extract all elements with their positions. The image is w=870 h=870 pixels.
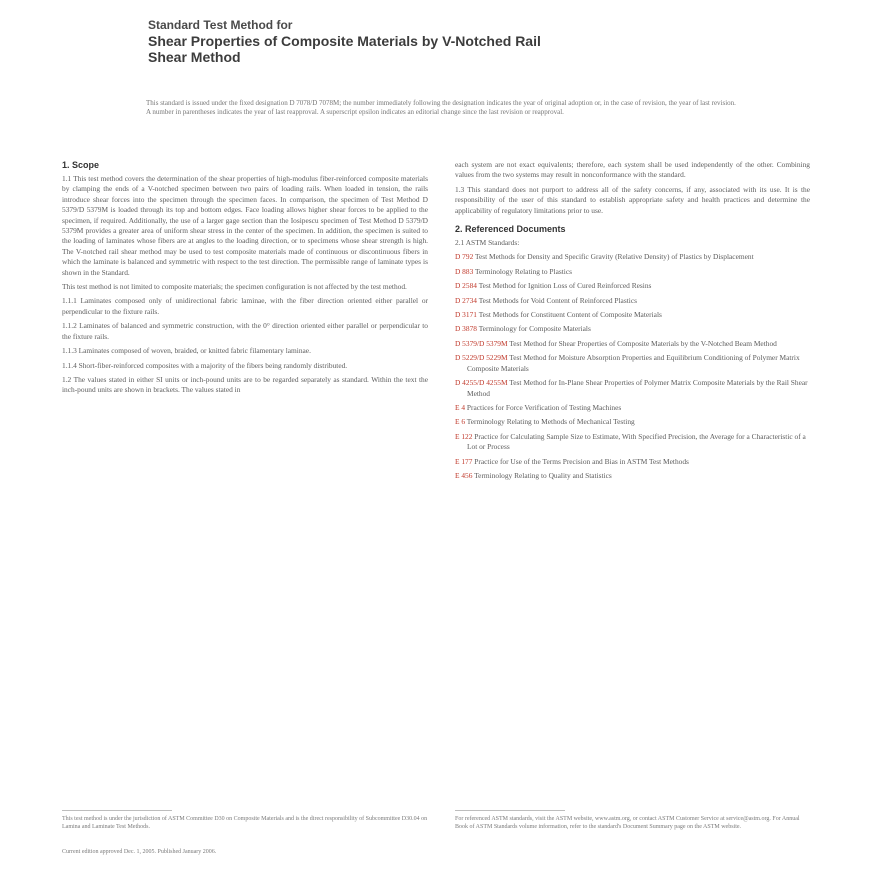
reference-code-link[interactable]: D 2584 <box>455 281 479 291</box>
reference-code-link[interactable]: E 6 <box>455 417 467 427</box>
reference-title: Test Methods for Constituent Content of Composite Materials <box>478 310 662 320</box>
reference-title: Terminology Relating to Quality and Statistics <box>474 470 612 480</box>
reference-item <box>455 353 810 374</box>
footnote-divider-right <box>455 810 565 811</box>
title-line-3: Shear Method <box>148 49 241 65</box>
scope-paragraph-2: This test method is not limited to composite materials; the specimen configuration is not affected by the test method. <box>62 282 407 292</box>
footnote-left-1: This test method is under the jurisdiction of ASTM Committee D30 on Composite Materials and is the direct responsibility of Subcommittee D30.04 on Lamina and Laminate Test Methods. <box>62 816 428 830</box>
reference-item <box>455 310 810 320</box>
scope-paragraph-4: 1.1.2 Laminates of balanced and symmetric construction, with the 0° direction oriented either parallel or perpendicular to the fixture rails. <box>62 321 428 341</box>
reference-code-link[interactable]: E 177 <box>455 456 475 466</box>
scope-heading: 1. Scope <box>62 160 100 170</box>
footnote-right-1: For referenced ASTM standards, visit the ASTM website, www.astm.org, or contact ASTM Customer Service at service@astm.org. For Annual Book of ASTM Standards volume information, refer to the standard's Document Summary page on the ASTM website. <box>455 816 800 830</box>
reference-item <box>455 252 810 262</box>
reference-title: Test Method for Shear Properties of Composite Materials by the V-Notched Beam Method <box>509 338 777 348</box>
reference-title: ASTM Standards: <box>465 238 520 248</box>
reference-item <box>455 281 810 291</box>
reference-code-link[interactable]: D 3171 <box>455 310 479 320</box>
reference-number: 2.1 <box>455 238 466 248</box>
reference-code-link[interactable]: D 2734 <box>455 295 479 305</box>
footnote-divider-left <box>62 810 172 811</box>
reference-item <box>455 471 810 481</box>
reference-title: Test Method for Ignition Loss of Cured Reinforced Resins <box>478 281 652 291</box>
reference-code-link[interactable]: E 122 <box>455 431 475 441</box>
reference-item <box>455 238 810 248</box>
reference-item <box>455 403 810 413</box>
reference-code-link[interactable]: E 456 <box>455 470 475 480</box>
left-column <box>62 160 428 400</box>
reference-title: Test Method for In-Plane Shear Properties of Polymer Matrix Composite Materials by the Rail Shear Method <box>467 378 808 398</box>
reference-title: Test Method for Moisture Absorption Properties and Equilibrium Conditioning of Polymer Matrix Composite Materials <box>467 353 800 373</box>
reference-title: Practice for Calculating Sample Size to Estimate, With Specified Precision, the Average for a Characteristic of a Lot or Process <box>467 431 806 452</box>
title-line-1: Standard Test Method for <box>148 18 293 32</box>
reference-list <box>455 238 810 481</box>
scope-paragraph-6: 1.1.4 Short-fiber-reinforced composites with a majority of the fibers being randomly distributed. <box>62 360 348 370</box>
reference-code-link[interactable]: D 4255/D 4255M <box>455 378 510 388</box>
reference-item <box>455 378 810 399</box>
reference-code-link[interactable]: D 3878 <box>455 324 479 334</box>
footnote-left-2: Current edition approved Dec. 1, 2005. Published January 2006. <box>62 849 217 855</box>
reference-item <box>455 432 810 453</box>
right-column <box>455 160 810 485</box>
scope-paragraph-7: 1.2 The values stated in either SI units or inch-pound units are to be regarded separately as standard. Within the text the inch-pound units are shown in brackets. The values stated in <box>62 374 428 395</box>
reference-code-link[interactable]: D 5379/D 5379M <box>455 338 510 348</box>
reference-item <box>455 267 810 277</box>
reference-code-link[interactable]: D 5229/D 5229M <box>455 353 510 363</box>
reference-item <box>455 417 810 427</box>
designation-note: This standard is issued under the fixed designation D 7078/D 7078M; the number immediately following the designation indicates the year of original adoption or, in the case of revision, the year of last revision. A number in parentheses indicates the year of last reapproval. A superscript epsilon indicates an editorial change since the last revision or reapproval. <box>146 99 736 116</box>
reference-code-link[interactable]: E 4 <box>455 402 467 412</box>
reference-title: Terminology Relating to Methods of Mechanical Testing <box>466 417 635 427</box>
units-paragraph: each system are not exact equivalents; therefore, each system shall be used independently of the other. Combining values from the two systems may result in nonconformance with the standard. <box>455 160 810 180</box>
title-block <box>148 18 768 65</box>
reference-title: Test Methods for Density and Specific Gravity (Relative Density) of Plastics by Displacement <box>475 252 754 262</box>
reference-title: Practices for Force Verification of Testing Machines <box>466 402 622 412</box>
reference-item <box>455 457 810 467</box>
references-heading: 2. Referenced Documents <box>455 224 566 235</box>
reference-code-link[interactable]: D 792 <box>455 252 475 262</box>
reference-code-link[interactable]: D 883 <box>455 266 475 276</box>
reference-item <box>455 296 810 306</box>
reference-title: Practice for Use of the Terms Precision and Bias in ASTM Test Methods <box>474 456 689 466</box>
title-line-2: Shear Properties of Composite Materials by V-Notched Rail <box>148 33 541 49</box>
reference-title: Test Methods for Void Content of Reinforced Plastics <box>478 295 637 305</box>
scope-paragraph-1: 1.1 This test method covers the determination of the shear properties of high-modulus fiber-reinforced composite materials by clamping the ends of a V-notched specimen between two pairs of loading rails. When loaded in tension, the rails introduce shear forces into the specimen through the specimen faces. In comparison, the specimen of Test Method D 5379/D 5379M is loaded through its top and bottom edges. Face loading allows higher shear forces to be applied to the specimen, if required. Additionally, the use of a larger gage section than the Iosipescu specimen of Test Method D 5379/D 5379M provides a greater area of uniform shear stress in the center of the specimen. In addition, the specimen is suited to the loading of laminates whose fibers are at angles to the loading direction, or to specimens whose shear strength is high. The V-notched rail shear method may be used to test composite materials made of continuous or discontinuous fibers in which the laminate is balanced and symmetric with respect to the test direction. The permissible range of laminate types is shown in the Standard. <box>62 174 428 277</box>
safety-paragraph: 1.3 This standard does not purport to address all of the safety concerns, if any, associated with its use. It is the responsibility of the user of this standard to establish appropriate safety and health practices and determine the applicability of regulatory limitations prior to use. <box>455 184 810 215</box>
scope-paragraph-3: 1.1.1 Laminates composed only of unidirectional fabric laminae, with the fiber direction oriented either parallel or perpendicular to the fixture rails. <box>62 296 428 316</box>
scope-paragraph-5: 1.1.3 Laminates composed of woven, braided, or knitted fabric filamentary laminae. <box>62 346 311 356</box>
reference-item <box>455 324 810 334</box>
reference-title: Terminology for Composite Materials <box>478 324 591 334</box>
reference-title: Terminology Relating to Plastics <box>475 266 572 276</box>
reference-item <box>455 339 810 349</box>
